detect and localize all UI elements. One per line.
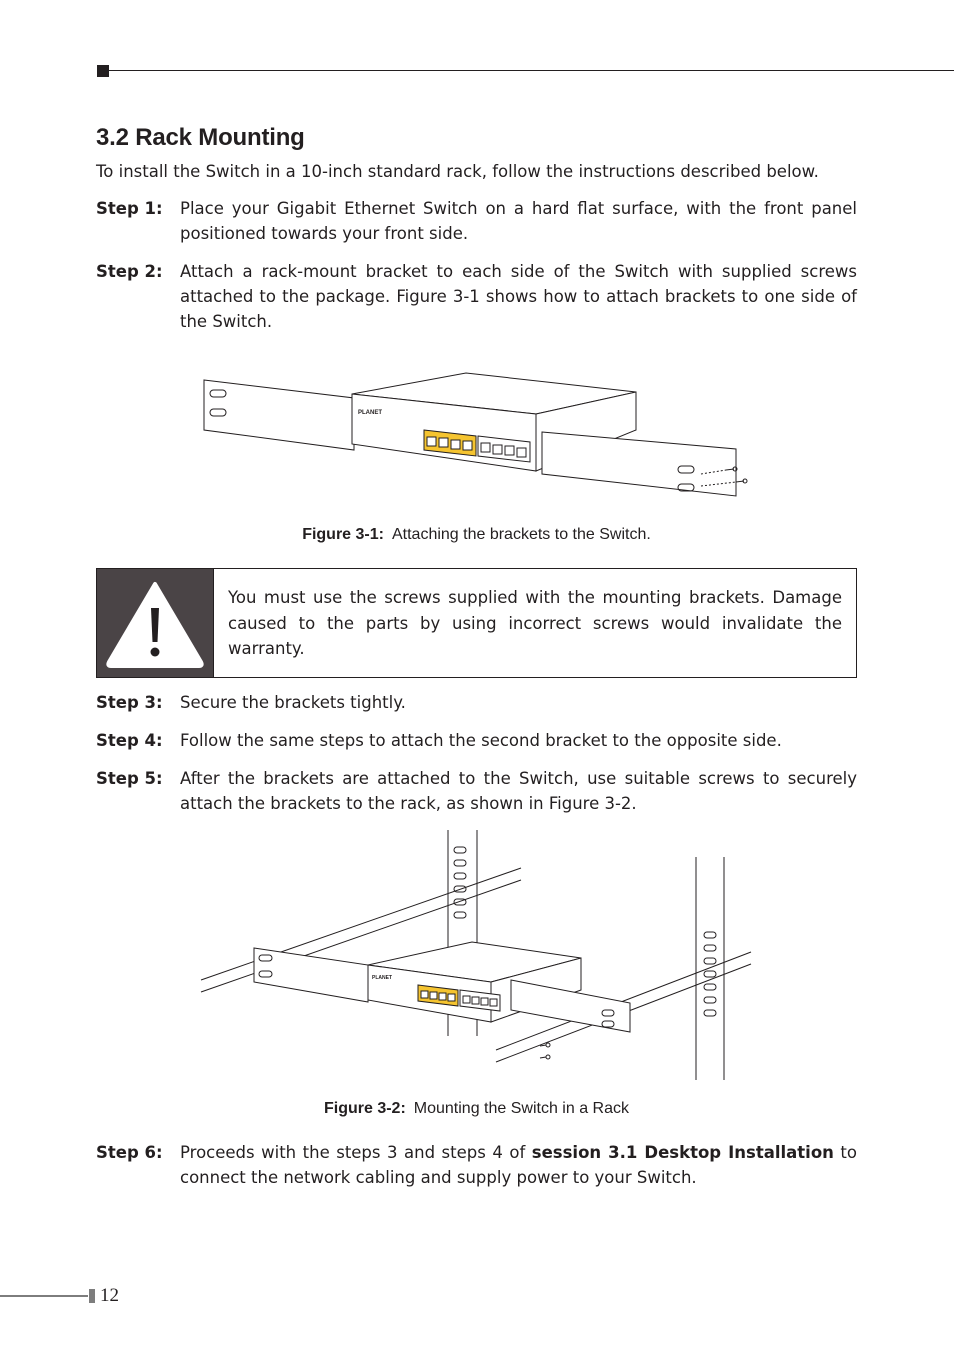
- page-number: 12: [100, 1285, 119, 1306]
- step-text: After the brackets are attached to the Switch, use suitable screws to securely attach the brackets to the rack, as shown in Figure 3-2.: [180, 769, 857, 813]
- step-label: Step 2:: [96, 262, 163, 281]
- step-text-part: to connect the network cabling and supply power to your Switch.: [180, 1143, 857, 1187]
- step-text-part: Proceeds with the steps 3 and steps 4 of: [180, 1143, 532, 1162]
- header-square-mark: [97, 65, 109, 77]
- step-1: [96, 196, 857, 246]
- page-content: [96, 122, 857, 1203]
- figure-3-1-caption: [96, 526, 857, 544]
- step-label: Step 5:: [96, 769, 163, 788]
- caption-label: Figure 3-1:: [302, 526, 384, 543]
- section-title: 3.2 Rack Mounting: [96, 124, 305, 151]
- rack-mount-illustration: [96, 830, 857, 1085]
- step-5: [96, 766, 857, 816]
- section-reference: session 3.1 Desktop Installation: [531, 1143, 834, 1162]
- intro-paragraph: To install the Switch in a 10-inch standard rack, follow the instructions described below.: [96, 162, 819, 181]
- step-text: Follow the same steps to attach the second bracket to the opposite side.: [180, 731, 782, 750]
- left-bracket: [204, 380, 354, 450]
- step-4: [96, 728, 857, 753]
- step-label: Step 3:: [96, 693, 163, 712]
- right-bracket: [542, 432, 736, 496]
- screw-icon: [736, 479, 747, 483]
- caption-label: Figure 3-2:: [323, 1100, 406, 1117]
- warning-icon-box: [97, 569, 214, 677]
- figure-3-2-caption: [96, 1100, 857, 1118]
- warning-triangle-icon: [103, 578, 207, 668]
- warning-box: [96, 568, 857, 678]
- step-3: [96, 690, 857, 715]
- step-text: Attach a rack-mount bracket to each side of the Switch with supplied screws attached to the package. Figure 3-1 shows how to attach brackets to one side of the Switch.: [180, 262, 857, 331]
- rack-post-right: [696, 857, 724, 1080]
- step-text: Place your Gigabit Ethernet Switch on a hard flat surface, with the front panel positioned towards your front side.: [180, 199, 857, 243]
- figure-3-2: [96, 830, 857, 1118]
- step-label: Step 4:: [96, 731, 163, 750]
- caption-text: Attaching the brackets to the Switch.: [391, 526, 651, 543]
- footer-rule: [0, 1295, 88, 1297]
- step-text: [180, 1140, 857, 1190]
- step-label: Step 1:: [96, 199, 163, 218]
- bracket-attach-illustration: [96, 362, 857, 512]
- step-text: Secure the brackets tightly.: [180, 693, 406, 712]
- step-2: [96, 259, 857, 334]
- figure-3-1: [96, 362, 857, 544]
- screw-icon: [540, 1055, 550, 1059]
- footer-mark: [89, 1289, 95, 1303]
- header-rule: [109, 70, 954, 71]
- step-6: [96, 1140, 857, 1190]
- warning-text: You must use the screws supplied with the mounting brackets. Damage caused to the parts by using incorrect screws would invalidate the warranty.: [228, 588, 842, 658]
- device-brand-label: PLANET: [372, 975, 392, 981]
- device-brand-label: PLANET: [358, 410, 382, 416]
- caption-text: Mounting the Switch in a Rack: [413, 1100, 629, 1117]
- step-label: Step 6:: [96, 1143, 163, 1162]
